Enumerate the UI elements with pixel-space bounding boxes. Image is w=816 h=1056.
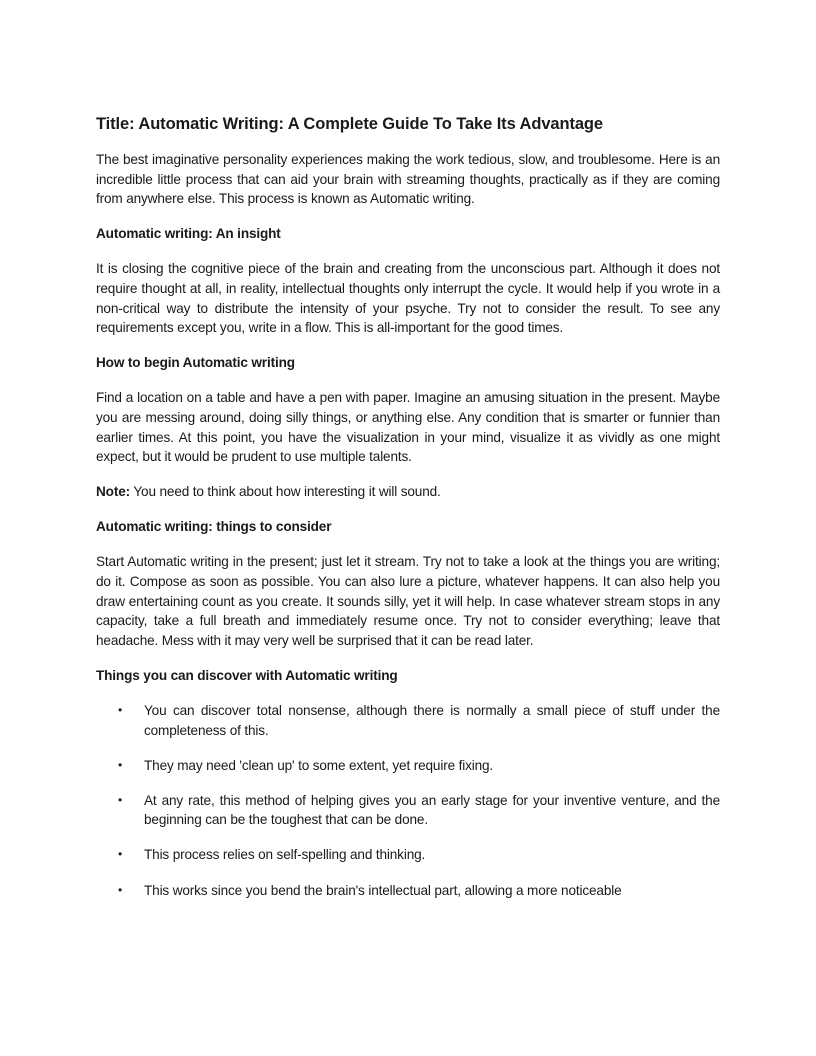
- bullet-icon: •: [118, 847, 123, 862]
- section-paragraph-how-to-begin: Find a location on a table and have a pen with paper. Imagine an amusing situation in the present. Maybe you are messing around, doing silly things, or anything else. Any condition that is smarter or funnier than earlier times. At this point, you have the visualization in your mind, visualize it as vividly as one might expect, but it would be prudent to use multiple talents.: [96, 390, 720, 465]
- document-title: Title: Automatic Writing: A Complete Guide To Take Its Advantage: [96, 115, 603, 133]
- list-item-text: This works since you bend the brain's intellectual part, allowing a more noticeable: [144, 882, 622, 898]
- section-heading-things-to-discover: Things you can discover with Automatic writing: [96, 667, 398, 683]
- list-item-text: You can discover total nonsense, although there is normally a small piece of stuff under the completeness of this.: [144, 702, 720, 738]
- section-paragraph-insight: It is closing the cognitive piece of the brain and creating from the unconscious part. Although it does not require thought at all, in reality, intellectual thoughts only interrupt the cycle. It would help if you wrote in a non-critical way to distribute the intensity of your psyche. Try not to consider the result. To see any requirements except you, write in a flow. This is all-important for the good times.: [96, 261, 720, 336]
- bullet-icon: •: [118, 757, 123, 772]
- list-item-text: This process relies on self-spelling and thinking.: [144, 847, 426, 863]
- note-paragraph: [96, 482, 720, 502]
- intro-paragraph: The best imaginative personality experiences making the work tedious, slow, and troublesome. Here is an incredible little process that can aid your brain with streaming thoughts, practically as if they are coming from anywhere else. This process is known as Automatic writing.: [96, 152, 720, 207]
- list-item-text: At any rate, this method of helping gives you an early stage for your inventive venture, and the beginning can be the toughest that can be done.: [144, 792, 720, 828]
- list-item: [96, 701, 720, 740]
- note-label: Note:: [96, 484, 130, 500]
- bullet-list: [96, 701, 720, 900]
- bullet-icon: •: [118, 882, 123, 897]
- list-item: [96, 881, 720, 901]
- note-text: You need to think about how interesting it will sound.: [130, 484, 441, 500]
- list-item: [96, 791, 720, 830]
- list-item: [96, 756, 720, 776]
- section-heading-things-to-consider: Automatic writing: things to consider: [96, 519, 332, 535]
- document-page: [96, 112, 720, 916]
- section-heading-how-to-begin: How to begin Automatic writing: [96, 355, 295, 371]
- list-item-text: They may need 'clean up' to some extent, yet require fixing.: [144, 757, 494, 773]
- section-paragraph-things-to-consider: Start Automatic writing in the present; just let it stream. Try not to take a look at the things you are writing; do it. Compose as soon as possible. You can also lure a picture, whatever happens. It can also help you draw entertaining count as you create. It sounds silly, yet it will help. In case whatever stream stops in any capacity, take a full breath and immediately resume once. Try not to consider everything; leave that headache. Mess with it may very well be surprised that it can be read later.: [96, 554, 720, 648]
- list-item: [96, 845, 720, 865]
- bullet-icon: •: [118, 702, 123, 717]
- section-heading-insight: Automatic writing: An insight: [96, 226, 281, 242]
- bullet-icon: •: [118, 792, 123, 807]
